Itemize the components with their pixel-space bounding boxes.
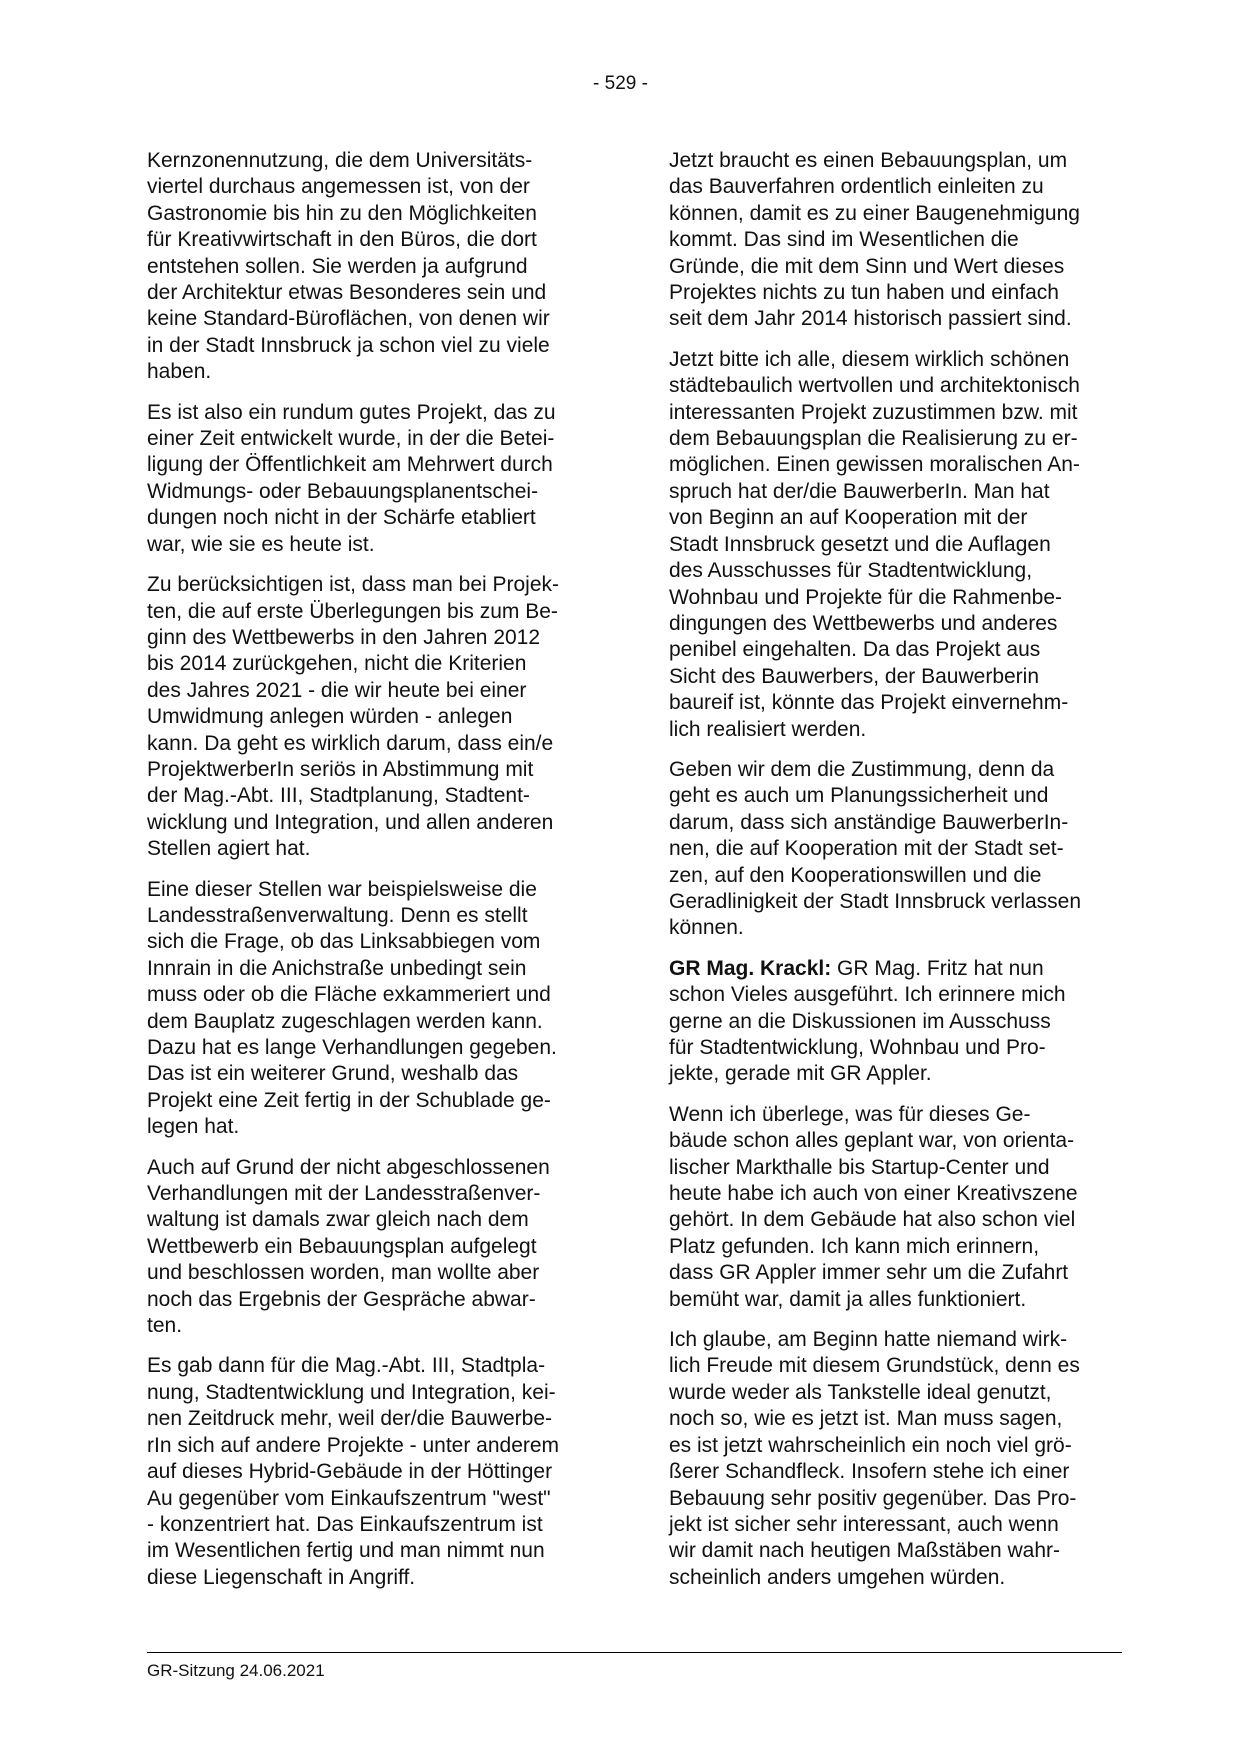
speaker-name: GR Mag. Krackl: (669, 956, 832, 980)
page-number: - 529 - (593, 73, 648, 94)
paragraph: Zu berücksichtigen ist, dass man bei Projek- ten, die auf erste Überlegungen bis zum Be- ginn des Wettbewerbs in den Jahren 2012 bis 2014 zurückgehen, nicht die Kriterien des Jahres 2021 - die wir heute bei einer Umwidmung anlegen würden - anlegen kann. Da geht es wirklich darum, dass ein/e ProjektwerberIn seriös in Abstimmung mit der Mag.-Abt. III, Stadtplanung, Stadtent- wicklung und Integration, und allen anderen Stellen agiert hat. (147, 573, 560, 861)
paragraph: Auch auf Grund der nicht abgeschlossenen Verhandlungen mit der Landesstraßenver- waltung ist damals zwar gleich nach dem Wettbewerb ein Bebauungsplan aufgelegt und beschlossen worden, man wollte aber noch das Ergebnis der Gespräche abwar- ten. (147, 1155, 550, 1338)
paragraph: Wenn ich überlege, was für dieses Ge- bäude schon alles geplant war, von orienta- lischer Markthalle bis Startup-Center und heute habe ich auch von einer Kreativszene gehört. In dem Gebäude hat also schon viel Platz gefunden. Ich kann mich erinnern, dass GR Appler immer sehr um die Zufahrt bemüht war, damit ja alles funktioniert. (669, 1102, 1078, 1311)
paragraph: Ich glaube, am Beginn hatte niemand wirk- lich Freude mit diesem Grundstück, denn es wurde weder als Tankstelle ideal genutzt, noch so, wie es jetzt ist. Man muss sagen, es ist jetzt wahrscheinlich ein noch viel grö- ßerer Schandfleck. Insofern stehe ich einer Bebauung sehr positiv gegenüber. Das Pro- jekt ist sicher sehr interessant, auch wenn wir damit nach heutigen Maßstäben wahr- scheinlich anders umgehen würden. (669, 1328, 1080, 1589)
paragraph: Es ist also ein rundum gutes Projekt, das zu einer Zeit entwickelt wurde, in der die Betei- ligung der Öffentlichkeit am Mehrwert durch Widmungs- oder Bebauungsplanentschei- dungen noch nicht in der Schärfe etabliert war, wie sie es heute ist. (147, 400, 556, 556)
speaker-text: GR Mag. Fritz hat nun schon Vieles ausgeführt. Ich erinnere mich gerne an die Diskussionen im Ausschuss für Stadtentwicklung, Wohnbau und Pro- jekte, gerade mit GR Appler. (669, 956, 1066, 1086)
right-column (669, 148, 1121, 1605)
paragraph: Jetzt bitte ich alle, diesem wirklich schönen städtebaulich wertvollen und architektonisch interessanten Projekt zuzustimmen bzw. mit dem Bebauungsplan die Realisierung zu er- möglichen. Einen gewissen moralischen An- spruch hat der/die BauwerberIn. Man hat von Beginn an auf Kooperation mit der Stadt Innsbruck gesetzt und die Auflagen des Ausschusses für Stadtentwicklung, Wohnbau und Projekte für die Rahmenbe- dingungen des Wettbewerbs und anderes penibel eingehalten. Da das Projekt aus Sicht des Bauwerbers, der Bauwerberin baureif ist, könnte das Projekt einvernehm- lich realisiert werden. (669, 347, 1080, 741)
paragraph: Jetzt braucht es einen Bebauungsplan, um das Bauverfahren ordentlich einleiten zu können, damit es zu einer Baugenehmigung kommt. Das sind im Wesentlichen die Gründe, die mit dem Sinn und Wert dieses Projektes nichts zu tun haben und einfach seit dem Jahr 2014 historisch passiert sind. (669, 149, 1080, 331)
left-column (147, 148, 599, 1605)
footer-session-date: GR-Sitzung 24.06.2021 (147, 1661, 325, 1680)
paragraph: Eine dieser Stellen war beispielsweise die Landesstraßenverwaltung. Denn es stellt sich die Frage, ob das Linksabbiegen vom Innrain in die Anichstraße unbedingt sein muss oder ob die Fläche exkammeriert und dem Bauplatz zugeschlagen werden kann. Dazu hat es lange Verhandlungen gegeben. Das ist ein weiterer Grund, weshalb das Projekt eine Zeit fertig in der Schublade ge- legen hat. (147, 877, 557, 1139)
paragraph: Es gab dann für die Mag.-Abt. III, Stadtpla- nung, Stadtentwicklung und Integration, kei- nen Zeitdruck mehr, weil der/die Bauwerbe- rIn sich auf andere Projekte - unter anderem auf dieses Hybrid-Gebäude in der Höttinger Au gegenüber vom Einkaufszentrum "west" - konzentriert hat. Das Einkaufszentrum ist im Wesentlichen fertig und man nimmt nun diese Liegenschaft in Angriff. (147, 1354, 560, 1589)
paragraph: Kernzonennutzung, die dem Universitäts- viertel durchaus angemessen ist, von der Gastronomie bis hin zu den Möglichkeiten für Kreativwirtschaft in den Büros, die dort entstehen sollen. Sie werden ja aufgrund der Architektur etwas Besonderes sein und keine Standard-Büroflächen, von denen wir in der Stadt Innsbruck ja schon viel zu viele haben. (147, 149, 550, 384)
footer-divider (147, 1652, 1122, 1653)
paragraph: Geben wir dem die Zustimmung, denn da geht es auch um Planungssicherheit und darum, dass sich anständige BauwerberIn- nen, die auf Kooperation mit der Stadt set- zen, auf den Kooperationswillen und die Geradlinigkeit der Stadt Innsbruck verlassen können. (669, 757, 1082, 940)
speaker-paragraph (669, 956, 1121, 1088)
